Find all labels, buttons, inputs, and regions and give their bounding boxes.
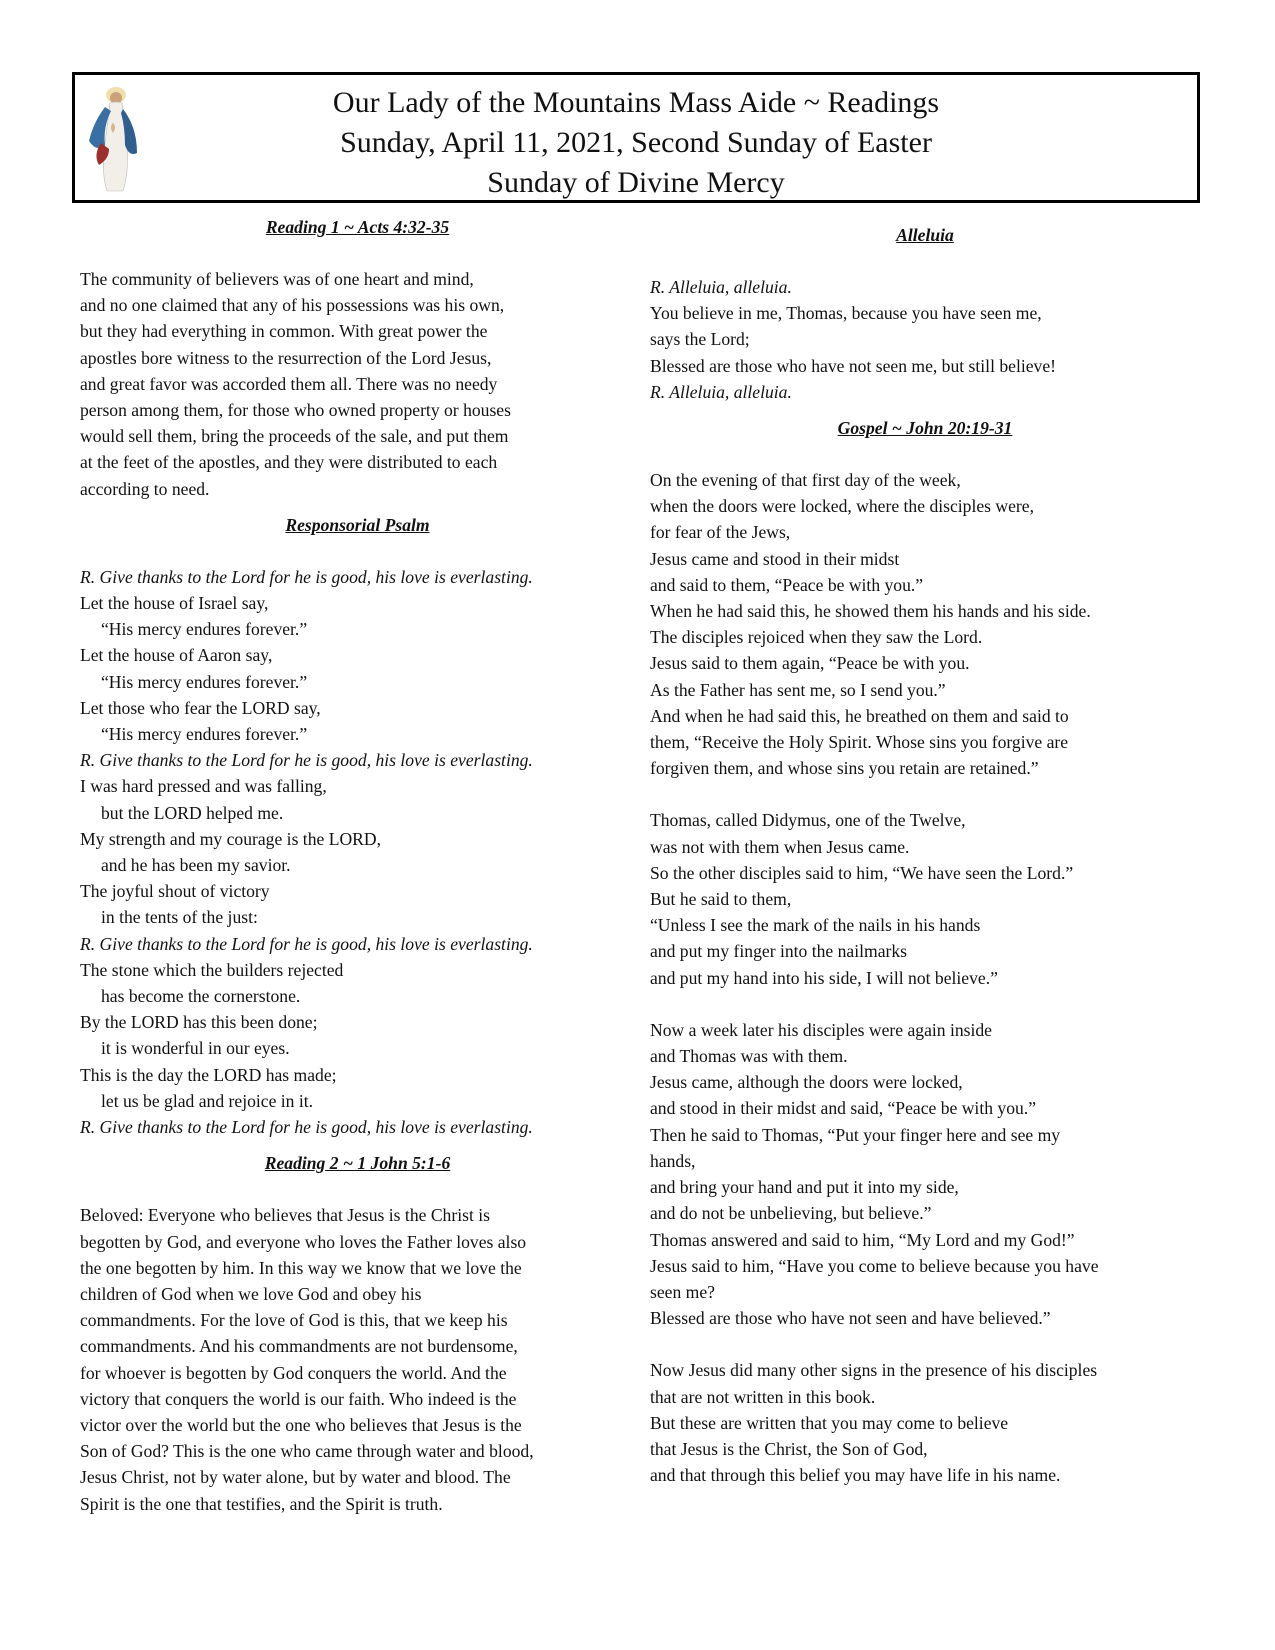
page-date: Sunday, April 11, 2021, Second Sunday of Easter [340,126,932,159]
alleluia-heading: Alleluia [896,225,954,245]
text-line: for fear of the Jews, [650,522,791,543]
gospel-heading: Gospel ~ John 20:19-31 [837,418,1013,439]
right-column [650,222,1200,1488]
text-line: but they had everything in common. With great power the [80,321,488,342]
left-column [80,214,635,1517]
text-line: that are not written in this book. [650,1386,876,1407]
text-line: “His mercy endures forever.” [101,724,308,745]
text-line: “His mercy endures forever.” [101,671,308,692]
text-line: Beloved: Everyone who believes that Jesus is the Christ is [80,1205,490,1226]
text-line: I was hard pressed and was falling, [80,776,327,797]
text-line: apostles bore witness to the resurrection of the Lord Jesus, [80,347,492,368]
text-line: When he had said this, he showed them his hands and his side. [650,601,1091,622]
text-line: On the evening of that first day of the week, [650,470,961,491]
text-line: and no one claimed that any of his possessions was his own, [80,295,505,316]
text-line: Let the house of Israel say, [80,593,269,614]
text-line: was not with them when Jesus came. [650,836,910,857]
text-line: But these are written that you may come to believe [650,1412,1009,1433]
text-line: for whoever is begotten by God conquers the world. And the [80,1362,507,1383]
text-line: hands, [650,1150,696,1171]
psalm-response: R. Give thanks to the Lord for he is good, his love is everlasting. [80,933,533,954]
alleluia-text [650,274,1200,405]
text-line: The community of believers was of one heart and mind, [80,269,474,289]
text-line: Jesus said to him, “Have you come to believe because you have [650,1255,1099,1276]
text-line: and put my hand into his side, I will not believe.” [650,967,998,988]
text-line: the one begotten by him. In this way we know that we love the [80,1257,522,1278]
text-line: But he said to them, [650,889,792,910]
reading1-heading: Reading 1 ~ Acts 4:32-35 [265,217,450,237]
text-line: “His mercy endures forever.” [101,619,308,640]
text-line: Blessed are those who have not seen and have believed.” [650,1308,1051,1329]
text-line: commandments. And his commandments are not burdensome, [80,1336,518,1357]
psalm-response: R. Give thanks to the Lord for he is good, his love is everlasting. [80,750,533,771]
text-line: By the LORD has this been done; [80,1012,318,1033]
text-line: person among them, for those who owned property or houses [80,400,511,421]
text-line: Son of God? This is the one who came through water and blood, [80,1441,534,1462]
text-line: Thomas, called Didymus, one of the Twelve, [650,810,966,831]
text-line: Then he said to Thomas, “Put your finger here and see my [650,1124,1061,1145]
text-line: at the feet of the apostles, and they were distributed to each [80,452,498,473]
text-line: victor over the world but the one who believes that Jesus is the [80,1414,522,1435]
text-line: “Unless I see the mark of the nails in his hands [650,915,981,936]
text-line: and put my finger into the nailmarks [650,941,908,962]
text-line: Jesus said to them again, “Peace be with you. [650,653,970,674]
text-line: forgiven them, and whose sins you retain are retained.” [650,758,1039,779]
text-line: and great favor was accorded them all. There was no needy [80,373,498,394]
text-line: when the doors were locked, where the disciples were, [650,496,1034,517]
text-line: The joyful shout of victory [80,881,270,902]
text-line: victory that conquers the world is our faith. Who indeed is the [80,1388,517,1409]
psalm-text [80,564,635,1140]
text-line: The disciples rejoiced when they saw the Lord. [650,627,983,648]
alleluia-response: R. Alleluia, alleluia. [650,277,792,297]
text-line: commandments. For the love of God is this, that we keep his [80,1310,508,1331]
text-line: Jesus came and stood in their midst [650,548,900,569]
text-line: and said to them, “Peace be with you.” [650,574,924,595]
text-line: Thomas answered and said to him, “My Lord and my God!” [650,1229,1075,1250]
text-line: says the Lord; [650,329,750,350]
reading1-text [80,266,635,502]
text-line: You believe in me, Thomas, because you have seen me, [650,303,1042,324]
text-line: Now Jesus did many other signs in the presence of his disciples [650,1360,1098,1381]
text-line: and that through this belief you may have life in his name. [650,1465,1061,1486]
text-line: Spirit is the one that testifies, and the Spirit is truth. [80,1493,443,1514]
alleluia-response: R. Alleluia, alleluia. [650,381,792,402]
text-line: and bring your hand and put it into my side, [650,1177,959,1198]
psalm-heading: Responsorial Psalm [285,514,430,535]
text-line: Jesus Christ, not by water alone, but by water and blood. The [80,1467,511,1488]
text-line: seen me? [650,1281,715,1302]
text-line: The stone which the builders rejected [80,959,344,980]
text-line: My strength and my courage is the LORD, [80,828,381,849]
text-line: and he has been my savior. [101,855,291,876]
text-line: begotten by God, and everyone who loves the Father loves also [80,1231,527,1252]
psalm-response: R. Give thanks to the Lord for he is good, his love is everlasting. [80,566,533,587]
text-line: And when he had said this, he breathed on them and said to [650,705,1069,726]
header-titles [75,83,1197,203]
text-line: Blessed are those who have not seen me, but still believe! [650,355,1057,376]
text-line: So the other disciples said to him, “We have seen the Lord.” [650,862,1074,883]
reading2-heading: Reading 2 ~ 1 John 5:1-6 [264,1153,451,1174]
text-line: them, “Receive the Holy Spirit. Whose sins you forgive are [650,732,1069,753]
text-line: has become the cornerstone. [101,986,301,1007]
psalm-response: R. Give thanks to the Lord for he is good, his love is everlasting. [80,1117,533,1138]
text-line: in the tents of the just: [101,907,258,928]
text-line: it is wonderful in our eyes. [101,1038,290,1059]
text-line: Let those who fear the LORD say, [80,697,321,718]
page-subtitle: Sunday of Divine Mercy [487,166,785,199]
page-title: Our Lady of the Mountains Mass Aide ~ Readings [332,86,940,119]
text-line: and Thomas was with them. [650,1046,848,1067]
text-line: This is the day the LORD has made; [80,1064,337,1085]
text-line: and do not be unbelieving, but believe.” [650,1203,932,1224]
header-box [72,72,1200,203]
text-line: but the LORD helped me. [101,802,284,823]
text-line: As the Father has sent me, so I send you.” [650,679,946,700]
text-line: children of God when we love God and obey his [80,1283,422,1304]
reading2-text [80,1202,635,1516]
text-line: Now a week later his disciples were again inside [650,1019,992,1040]
text-line: Jesus came, although the doors were locked, [650,1072,963,1093]
text-line: according to need. [80,478,210,499]
text-line: Let the house of Aaron say, [80,645,273,666]
text-line: that Jesus is the Christ, the Son of God, [650,1438,928,1459]
gospel-text [650,467,1200,1488]
text-line: would sell them, bring the proceeds of the sale, and put them [80,426,509,447]
text-line: and stood in their midst and said, “Peace be with you.” [650,1098,1036,1119]
text-line: let us be glad and rejoice in it. [101,1090,314,1111]
